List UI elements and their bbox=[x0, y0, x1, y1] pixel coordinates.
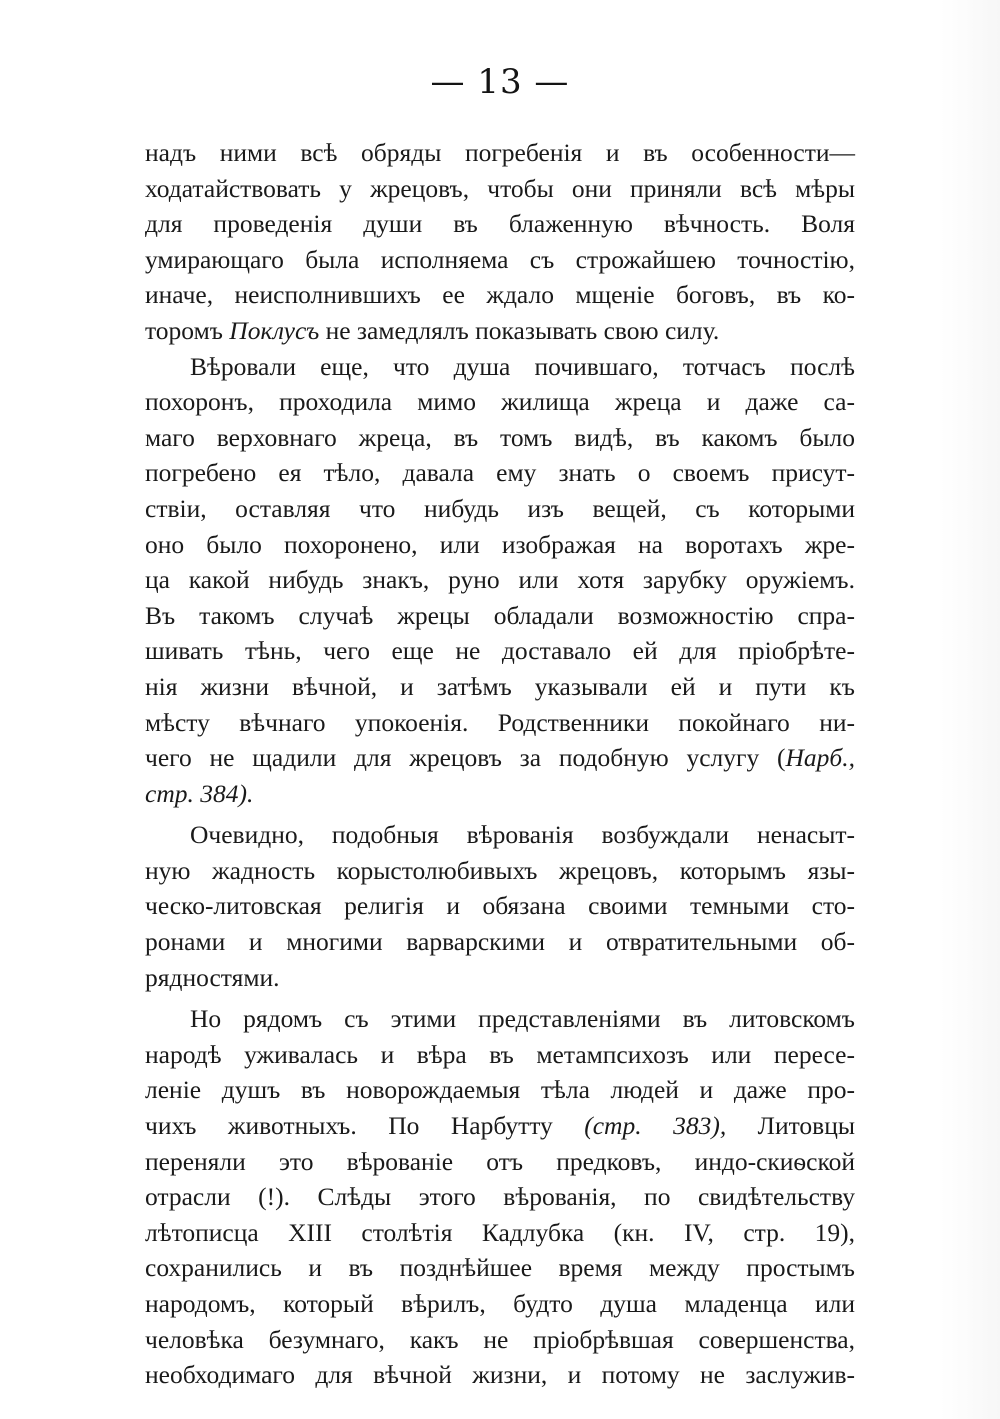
text-line: Но рядомъ съ этими представленіями въ литовскомъ bbox=[190, 1004, 855, 1034]
text-line: Вѣровали еще, что душа почившаго, тотчасъ послѣ bbox=[190, 351, 855, 381]
text-line: переняли это вѣрованіе отъ предковъ, индо-скиѳской bbox=[145, 1146, 855, 1176]
text-line: шивать тѣнь, чего еще не доставало ей для пріобрѣте- bbox=[145, 636, 855, 666]
text-line: чихъ животныхъ. По Нарбутту (стр. 383), Литовцы bbox=[145, 1111, 855, 1141]
text-line: похоронъ, проходила мимо жилища жреца и даже са- bbox=[145, 387, 855, 417]
text-line: умирающаго была исполняема съ строжайшею точностію, bbox=[145, 244, 855, 274]
paragraph bbox=[145, 135, 855, 349]
text-line: лѣтописца XIII столѣтія Кадлубка (кн. IV, стр. 19), bbox=[145, 1217, 855, 1247]
page-edge-shading bbox=[940, 0, 1000, 1419]
text-line: народѣ уживалась и вѣра въ метампсихозъ или пересе- bbox=[145, 1039, 855, 1069]
citation: (стр. 383), bbox=[584, 1111, 727, 1141]
text-line: леніе душъ въ новорождаемыя тѣла людей и даже про- bbox=[145, 1075, 855, 1105]
text-line bbox=[145, 776, 855, 812]
text-line: рядностями. bbox=[145, 962, 280, 992]
text-line: чего не щадили для жрецовъ за подобную услугу (Нарб., bbox=[145, 743, 855, 773]
text-line: торомъ Поклусъ не замедлялъ показывать свою силу. bbox=[145, 315, 720, 345]
citation: Нарб., bbox=[785, 743, 855, 773]
text-line: погребено ея тѣло, давала ему знать о своемъ присут- bbox=[145, 458, 855, 488]
text-line: иначе, неисполнившихъ ее ждало мщеніе боговъ, въ ко- bbox=[145, 280, 855, 310]
page-number: — 13 — bbox=[430, 62, 570, 102]
text-line: ронами и многими варварскими и отвратительными об- bbox=[145, 927, 855, 957]
paragraph bbox=[145, 349, 855, 812]
paragraph bbox=[145, 817, 855, 995]
text-line: мѣсту вѣчнаго упокоенія. Родственники покойнаго ни- bbox=[145, 707, 855, 737]
text-line: ную жадность корыстолюбивыхъ жрецовъ, которымъ язы- bbox=[145, 855, 855, 885]
text-line: ческо-литовская религія и обязана своими темными сто- bbox=[145, 891, 855, 921]
text-line: маго верховнаго жреца, въ томъ видѣ, въ какомъ было bbox=[145, 422, 855, 452]
text-line: оно было похоронено, или изображая на воротахъ жре- bbox=[145, 529, 855, 559]
text-line: для проведенія души въ блаженную вѣчность. Воля bbox=[145, 209, 855, 239]
paragraph bbox=[145, 1001, 855, 1393]
text-line: человѣка безумнаго, какъ не пріобрѣвшая совершенства, bbox=[145, 1324, 855, 1354]
text-line: Очевидно, подобныя вѣрованія возбуждали ненасыт- bbox=[190, 820, 855, 850]
text-line: ца какой нибудь знакъ, руно или хотя зарубку оружіемъ. bbox=[145, 565, 855, 595]
italic-name: Поклусъ bbox=[229, 315, 320, 345]
text-line: ствіи, оставляя что нибудь изъ вещей, съ которыми bbox=[145, 493, 855, 523]
text-line: Въ такомъ случаѣ жрецы обладали возможностію спра- bbox=[145, 600, 855, 630]
text-line: надъ ними всѣ обряды погребенія и въ особенности— bbox=[145, 138, 855, 167]
text-line: нія жизни вѣчной, и затѣмъ указывали ей и пути къ bbox=[145, 671, 855, 701]
text-line: ходатайствовать у жрецовъ, чтобы они приняли всѣ мѣры bbox=[145, 173, 855, 203]
text-line: народомъ, который вѣрилъ, будто душа младенца или bbox=[145, 1289, 855, 1318]
text-line: сохранились и въ позднѣйшее время между простымъ bbox=[145, 1253, 855, 1283]
body-text bbox=[145, 135, 855, 1393]
citation: стр. 384). bbox=[145, 778, 254, 808]
text-line: отрасли (!). Слѣды этого вѣрованія, по свидѣтельству bbox=[145, 1182, 855, 1212]
text-line: необходимаго для вѣчной жизни, и потому не заслужив- bbox=[145, 1360, 855, 1390]
